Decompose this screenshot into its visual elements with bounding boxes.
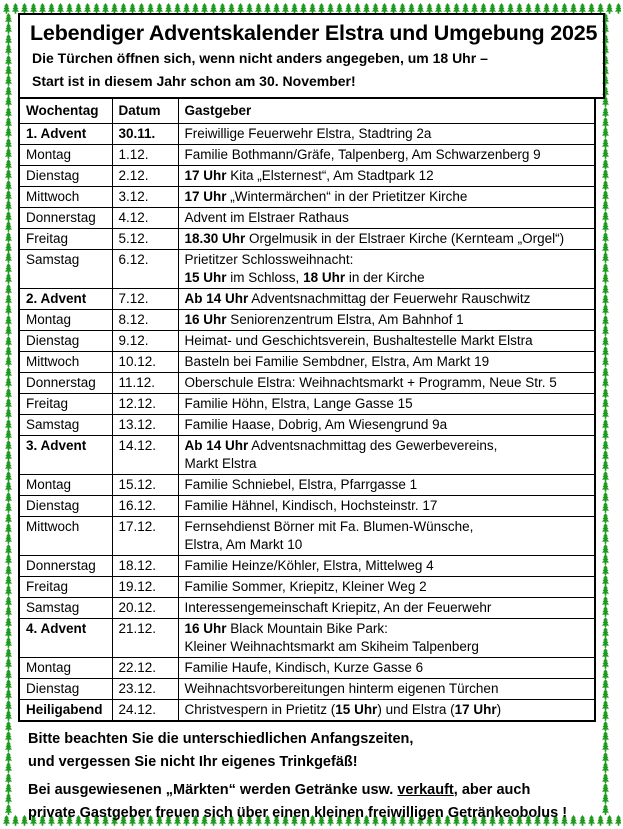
intro-line-2: Start ist in diesem Jahr schon am 30. November! bbox=[32, 73, 356, 89]
christmas-tree-icon bbox=[4, 138, 13, 149]
weekday-cell: Dienstag bbox=[19, 679, 112, 700]
text-segment: Kita „Elsternest“, Am Stadtpark 12 bbox=[226, 168, 434, 183]
table-header-row bbox=[19, 98, 595, 124]
intro-line-1: Die Türchen öffnen sich, wenn nicht anders angegeben, um 18 Uhr – bbox=[32, 50, 488, 66]
text-segment: 17 Uhr bbox=[184, 168, 227, 183]
text-segment: Interessengemeinschaft Kriepitz, An der Feuerwehr bbox=[184, 600, 492, 615]
host-line bbox=[185, 209, 589, 227]
advent-schedule-table bbox=[18, 97, 596, 722]
host-line bbox=[185, 395, 589, 413]
date-cell: 11.12. bbox=[112, 373, 178, 394]
weekday-cell: Freitag bbox=[19, 229, 112, 250]
host-cell bbox=[178, 331, 595, 352]
weekday-cell: Freitag bbox=[19, 394, 112, 415]
christmas-tree-icon bbox=[4, 721, 13, 732]
christmas-tree-icon bbox=[614, 3, 621, 14]
christmas-tree-icon bbox=[4, 398, 13, 409]
text-segment: Markt Elstra bbox=[184, 456, 257, 471]
date-cell: 30.11. bbox=[112, 124, 178, 145]
text-segment: Heimat- und Geschichtsverein, Bushaltestelle Markt Elstra bbox=[184, 333, 533, 348]
date-cell: 22.12. bbox=[112, 658, 178, 679]
host-line bbox=[185, 620, 589, 638]
text-segment: Advent im Elstraer Rathaus bbox=[184, 210, 349, 225]
christmas-tree-icon bbox=[4, 44, 13, 55]
text-segment: Seniorenzentrum Elstra, Am Bahnhof 1 bbox=[226, 312, 464, 327]
christmas-tree-icon bbox=[4, 814, 13, 815]
weekday-cell: Heiligabend bbox=[19, 700, 112, 722]
text-segment: Freiwillige Feuerwehr Elstra, Stadtring 2a bbox=[184, 126, 432, 141]
christmas-tree-icon bbox=[614, 815, 621, 826]
table-row bbox=[19, 619, 595, 658]
text-segment: 16 Uhr bbox=[184, 621, 227, 636]
christmas-tree-icon bbox=[4, 221, 13, 232]
christmas-tree-icon bbox=[4, 284, 13, 295]
weekday-cell: 4. Advent bbox=[19, 619, 112, 658]
christmas-tree-icon bbox=[4, 294, 13, 305]
host-line bbox=[185, 353, 589, 371]
weekday-cell: Samstag bbox=[19, 415, 112, 436]
host-line bbox=[185, 374, 589, 392]
christmas-tree-icon bbox=[4, 55, 13, 66]
host-line bbox=[185, 701, 589, 719]
date-cell: 23.12. bbox=[112, 679, 178, 700]
christmas-tree-icon bbox=[605, 815, 614, 826]
header-gastgeber: Gastgeber bbox=[178, 98, 595, 124]
footer-line bbox=[28, 728, 605, 751]
christmas-tree-icon bbox=[4, 159, 13, 170]
table-row bbox=[19, 331, 595, 352]
christmas-tree-icon bbox=[4, 533, 13, 544]
table-row bbox=[19, 658, 595, 679]
table-row bbox=[19, 577, 595, 598]
host-line bbox=[185, 536, 589, 554]
host-line bbox=[185, 125, 589, 143]
date-cell: 24.12. bbox=[112, 700, 178, 722]
christmas-tree-icon bbox=[4, 731, 13, 742]
text-segment: Bei ausgewiesenen „Märkten“ werden Getränke usw. bbox=[28, 782, 398, 798]
christmas-tree-icon bbox=[4, 596, 13, 607]
weekday-cell: Donnerstag bbox=[19, 373, 112, 394]
date-cell: 8.12. bbox=[112, 310, 178, 331]
christmas-tree-icon bbox=[4, 377, 13, 388]
host-cell bbox=[178, 208, 595, 229]
text-segment: Prietitzer Schlossweihnacht: bbox=[184, 252, 354, 267]
weekday-cell: Mittwoch bbox=[19, 187, 112, 208]
christmas-tree-icon bbox=[4, 34, 13, 45]
christmas-tree-icon bbox=[4, 190, 13, 201]
christmas-tree-icon bbox=[4, 200, 13, 211]
host-cell bbox=[178, 700, 595, 722]
weekday-cell: Montag bbox=[19, 658, 112, 679]
table-row bbox=[19, 394, 595, 415]
host-cell bbox=[178, 394, 595, 415]
date-cell: 6.12. bbox=[112, 250, 178, 289]
christmas-tree-icon bbox=[4, 617, 13, 628]
christmas-tree-icon bbox=[4, 169, 13, 180]
table-row bbox=[19, 208, 595, 229]
christmas-tree-icon bbox=[4, 440, 13, 451]
host-cell bbox=[178, 679, 595, 700]
host-line bbox=[185, 332, 589, 350]
christmas-tree-icon bbox=[4, 658, 13, 669]
christmas-tree-icon bbox=[4, 804, 13, 815]
weekday-cell: Mittwoch bbox=[19, 352, 112, 373]
text-segment: Familie Bothmann/Gräfe, Talpenberg, Am Schwarzenberg 9 bbox=[184, 147, 541, 162]
host-cell bbox=[178, 229, 595, 250]
christmas-tree-icon bbox=[4, 783, 13, 794]
host-cell bbox=[178, 517, 595, 556]
weekday-cell: Donnerstag bbox=[19, 556, 112, 577]
christmas-tree-icon bbox=[4, 585, 13, 596]
host-line bbox=[185, 455, 589, 473]
text-segment: Familie Haase, Dobrig, Am Wiesengrund 9a bbox=[184, 417, 448, 432]
table-row bbox=[19, 352, 595, 373]
christmas-tree-icon bbox=[4, 232, 13, 243]
host-line bbox=[185, 290, 589, 308]
text-segment: Adventsnachmittag der Feuerwehr Rauschwitz bbox=[248, 291, 531, 306]
host-cell bbox=[178, 415, 595, 436]
christmas-tree-icon bbox=[4, 419, 13, 430]
table-row bbox=[19, 124, 595, 145]
date-cell: 2.12. bbox=[112, 166, 178, 187]
christmas-tree-icon bbox=[4, 762, 13, 773]
christmas-tree-icon bbox=[4, 471, 13, 482]
host-cell bbox=[178, 436, 595, 475]
text-segment: Familie Schniebel, Elstra, Pfarrgasse 1 bbox=[184, 477, 418, 492]
christmas-tree-icon bbox=[4, 773, 13, 784]
host-line bbox=[185, 167, 589, 185]
header-wochentag: Wochentag bbox=[19, 98, 112, 124]
date-cell: 14.12. bbox=[112, 436, 178, 475]
christmas-tree-icon bbox=[2, 815, 11, 826]
table-row bbox=[19, 517, 595, 556]
christmas-tree-icon bbox=[4, 565, 13, 576]
host-line bbox=[185, 659, 589, 677]
weekday-cell: Donnerstag bbox=[19, 208, 112, 229]
table-row bbox=[19, 229, 595, 250]
text-segment: Fernsehdienst Börner mit Fa. Blumen-Wünsche, bbox=[184, 519, 474, 534]
text-segment: 15 Uhr bbox=[184, 270, 227, 285]
date-cell: 19.12. bbox=[112, 577, 178, 598]
date-cell: 16.12. bbox=[112, 496, 178, 517]
christmas-tree-icon bbox=[4, 86, 13, 97]
date-cell: 13.12. bbox=[112, 415, 178, 436]
host-line bbox=[185, 269, 589, 287]
text-segment: Elstra, Am Markt 10 bbox=[184, 537, 303, 552]
tree-border-left bbox=[4, 13, 14, 815]
host-line bbox=[185, 599, 589, 617]
text-segment: Familie Heinze/Köhler, Elstra, Mittelweg 4 bbox=[184, 558, 434, 573]
christmas-tree-icon bbox=[4, 752, 13, 763]
text-segment: Basteln bei Familie Sembdner, Elstra, Am Markt 19 bbox=[184, 354, 490, 369]
weekday-cell: Dienstag bbox=[19, 496, 112, 517]
christmas-tree-icon bbox=[4, 648, 13, 659]
host-cell bbox=[178, 145, 595, 166]
weekday-cell: 3. Advent bbox=[19, 436, 112, 475]
host-cell bbox=[178, 310, 595, 331]
title-box bbox=[18, 13, 605, 99]
christmas-tree-icon bbox=[4, 710, 13, 721]
text-segment: ) und Elstra ( bbox=[377, 702, 455, 717]
christmas-tree-icon bbox=[4, 127, 13, 138]
date-cell: 1.12. bbox=[112, 145, 178, 166]
text-segment: im Schloss, bbox=[226, 270, 304, 285]
weekday-cell: Samstag bbox=[19, 250, 112, 289]
christmas-tree-icon bbox=[4, 242, 13, 253]
table-row bbox=[19, 289, 595, 310]
date-cell: 20.12. bbox=[112, 598, 178, 619]
text-segment: 17 Uhr bbox=[454, 702, 497, 717]
host-line bbox=[185, 437, 589, 455]
table-row bbox=[19, 415, 595, 436]
text-segment: Familie Sommer, Kriepitz, Kleiner Weg 2 bbox=[184, 579, 427, 594]
host-line bbox=[185, 476, 589, 494]
text-segment: Bitte beachten Sie die unterschiedlichen Anfangszeiten, bbox=[28, 731, 414, 747]
header-datum: Datum bbox=[112, 98, 178, 124]
table-row bbox=[19, 187, 595, 208]
christmas-tree-icon bbox=[4, 793, 13, 804]
table-row bbox=[19, 373, 595, 394]
text-segment: 18 Uhr bbox=[303, 270, 346, 285]
date-cell: 10.12. bbox=[112, 352, 178, 373]
christmas-tree-icon bbox=[4, 148, 13, 159]
host-cell bbox=[178, 373, 595, 394]
text-segment: „Wintermärchen“ in der Prietitzer Kirche bbox=[226, 189, 468, 204]
host-line bbox=[185, 557, 589, 575]
footer-line bbox=[28, 751, 605, 774]
weekday-cell: Samstag bbox=[19, 598, 112, 619]
christmas-tree-icon bbox=[4, 211, 13, 222]
host-line bbox=[185, 416, 589, 434]
christmas-tree-icon bbox=[4, 741, 13, 752]
christmas-tree-icon bbox=[4, 107, 13, 118]
host-cell bbox=[178, 598, 595, 619]
host-cell bbox=[178, 658, 595, 679]
date-cell: 18.12. bbox=[112, 556, 178, 577]
table-row bbox=[19, 679, 595, 700]
date-cell: 7.12. bbox=[112, 289, 178, 310]
christmas-tree-icon bbox=[4, 336, 13, 347]
text-segment: 15 Uhr bbox=[335, 702, 378, 717]
christmas-tree-icon bbox=[4, 669, 13, 680]
text-segment: Familie Haufe, Kindisch, Kurze Gasse 6 bbox=[184, 660, 424, 675]
host-cell bbox=[178, 250, 595, 289]
host-cell bbox=[178, 496, 595, 517]
text-segment: 17 Uhr bbox=[184, 189, 227, 204]
table-body bbox=[19, 124, 595, 722]
text-segment: 16 Uhr bbox=[184, 312, 227, 327]
footer-line bbox=[28, 802, 605, 825]
text-segment: Familie Höhn, Elstra, Lange Gasse 15 bbox=[184, 396, 413, 411]
table-row bbox=[19, 496, 595, 517]
page-title: Lebendiger Adventskalender Elstra und Umgebung 2025 bbox=[30, 21, 598, 45]
text-segment: private Gastgeber freuen sich über einen kleinen freiwilligen Getränkeobolus ! bbox=[28, 805, 568, 821]
host-cell bbox=[178, 289, 595, 310]
table-row bbox=[19, 700, 595, 722]
christmas-tree-icon bbox=[4, 273, 13, 284]
christmas-tree-icon bbox=[4, 13, 13, 24]
christmas-tree-icon bbox=[4, 575, 13, 586]
christmas-tree-icon bbox=[4, 689, 13, 700]
date-cell: 21.12. bbox=[112, 619, 178, 658]
text-segment: verkauft bbox=[397, 782, 454, 798]
christmas-tree-icon bbox=[4, 346, 13, 357]
christmas-tree-icon bbox=[4, 75, 13, 86]
christmas-tree-icon bbox=[4, 450, 13, 461]
christmas-tree-icon bbox=[4, 315, 13, 326]
host-cell bbox=[178, 475, 595, 496]
weekday-cell: 2. Advent bbox=[19, 289, 112, 310]
christmas-tree-icon bbox=[4, 304, 13, 315]
host-line bbox=[185, 251, 589, 269]
text-segment: in der Kirche bbox=[345, 270, 425, 285]
christmas-tree-icon bbox=[4, 679, 13, 690]
date-cell: 17.12. bbox=[112, 517, 178, 556]
table-row bbox=[19, 475, 595, 496]
christmas-tree-icon bbox=[4, 263, 13, 274]
host-line bbox=[185, 497, 589, 515]
weekday-cell: Mittwoch bbox=[19, 517, 112, 556]
host-cell bbox=[178, 352, 595, 373]
christmas-tree-icon bbox=[4, 117, 13, 128]
christmas-tree-icon bbox=[4, 523, 13, 534]
text-segment: Oberschule Elstra: Weihnachtsmarkt + Programm, Neue Str. 5 bbox=[184, 375, 557, 390]
text-segment: Ab 14 Uhr bbox=[184, 438, 249, 453]
text-segment: 18.30 Uhr bbox=[184, 231, 246, 246]
host-cell bbox=[178, 124, 595, 145]
christmas-tree-icon bbox=[4, 554, 13, 565]
text-segment: Familie Hähnel, Kindisch, Hochsteinstr. 17 bbox=[184, 498, 438, 513]
host-line bbox=[185, 578, 589, 596]
table-row bbox=[19, 436, 595, 475]
text-segment: Orgelmusik in der Elstraer Kirche (Kernteam „Orgel“) bbox=[245, 231, 565, 246]
text-segment: ) bbox=[496, 702, 502, 717]
table-row bbox=[19, 310, 595, 331]
christmas-tree-icon bbox=[4, 96, 13, 107]
date-cell: 5.12. bbox=[112, 229, 178, 250]
date-cell: 15.12. bbox=[112, 475, 178, 496]
weekday-cell: 1. Advent bbox=[19, 124, 112, 145]
text-segment: Kleiner Weihnachtsmarkt am Skiheim Talpenberg bbox=[184, 639, 479, 654]
text-segment: Adventsnachmittag des Gewerbevereins, bbox=[248, 438, 498, 453]
weekday-cell: Dienstag bbox=[19, 166, 112, 187]
christmas-tree-icon bbox=[4, 367, 13, 378]
footer-notes bbox=[18, 728, 605, 825]
host-line bbox=[185, 680, 589, 698]
christmas-tree-icon bbox=[4, 637, 13, 648]
christmas-tree-icon bbox=[4, 700, 13, 711]
christmas-tree-icon bbox=[4, 180, 13, 191]
table-row bbox=[19, 250, 595, 289]
text-segment: , aber auch bbox=[453, 782, 531, 798]
weekday-cell: Dienstag bbox=[19, 331, 112, 352]
christmas-tree-icon bbox=[4, 356, 13, 367]
text-segment: Christvespern in Prietitz ( bbox=[184, 702, 336, 717]
christmas-tree-icon bbox=[4, 408, 13, 419]
christmas-tree-icon bbox=[4, 606, 13, 617]
christmas-tree-icon bbox=[4, 429, 13, 440]
date-cell: 9.12. bbox=[112, 331, 178, 352]
weekday-cell: Montag bbox=[19, 475, 112, 496]
text-segment: Black Mountain Bike Park: bbox=[226, 621, 388, 636]
content-area bbox=[18, 13, 605, 825]
host-cell bbox=[178, 166, 595, 187]
host-cell bbox=[178, 556, 595, 577]
christmas-tree-icon bbox=[4, 23, 13, 34]
host-line bbox=[185, 188, 589, 206]
christmas-tree-icon bbox=[4, 627, 13, 638]
weekday-cell: Montag bbox=[19, 310, 112, 331]
christmas-tree-icon bbox=[4, 460, 13, 471]
table-row bbox=[19, 556, 595, 577]
christmas-tree-icon bbox=[4, 481, 13, 492]
christmas-tree-icon bbox=[4, 502, 13, 513]
weekday-cell: Freitag bbox=[19, 577, 112, 598]
table-row bbox=[19, 598, 595, 619]
host-line bbox=[185, 638, 589, 656]
host-cell bbox=[178, 577, 595, 598]
christmas-tree-icon bbox=[4, 252, 13, 263]
date-cell: 4.12. bbox=[112, 208, 178, 229]
host-cell bbox=[178, 619, 595, 658]
host-line bbox=[185, 518, 589, 536]
date-cell: 3.12. bbox=[112, 187, 178, 208]
table-row bbox=[19, 145, 595, 166]
christmas-tree-icon bbox=[4, 513, 13, 524]
christmas-tree-icon bbox=[4, 325, 13, 336]
weekday-cell: Montag bbox=[19, 145, 112, 166]
christmas-tree-icon bbox=[4, 544, 13, 555]
footer-line bbox=[28, 779, 605, 802]
table-row bbox=[19, 166, 595, 187]
host-line bbox=[185, 230, 589, 248]
christmas-tree-icon bbox=[4, 388, 13, 399]
christmas-tree-icon bbox=[4, 65, 13, 76]
host-cell bbox=[178, 187, 595, 208]
host-line bbox=[185, 311, 589, 329]
date-cell: 12.12. bbox=[112, 394, 178, 415]
host-line bbox=[185, 146, 589, 164]
text-segment: Weihnachtsvorbereitungen hinterm eigenen Türchen bbox=[184, 681, 499, 696]
text-segment: Ab 14 Uhr bbox=[184, 291, 249, 306]
christmas-tree-icon bbox=[4, 492, 13, 503]
text-segment: und vergessen Sie nicht Ihr eigenes Trinkgefäß! bbox=[28, 754, 358, 770]
